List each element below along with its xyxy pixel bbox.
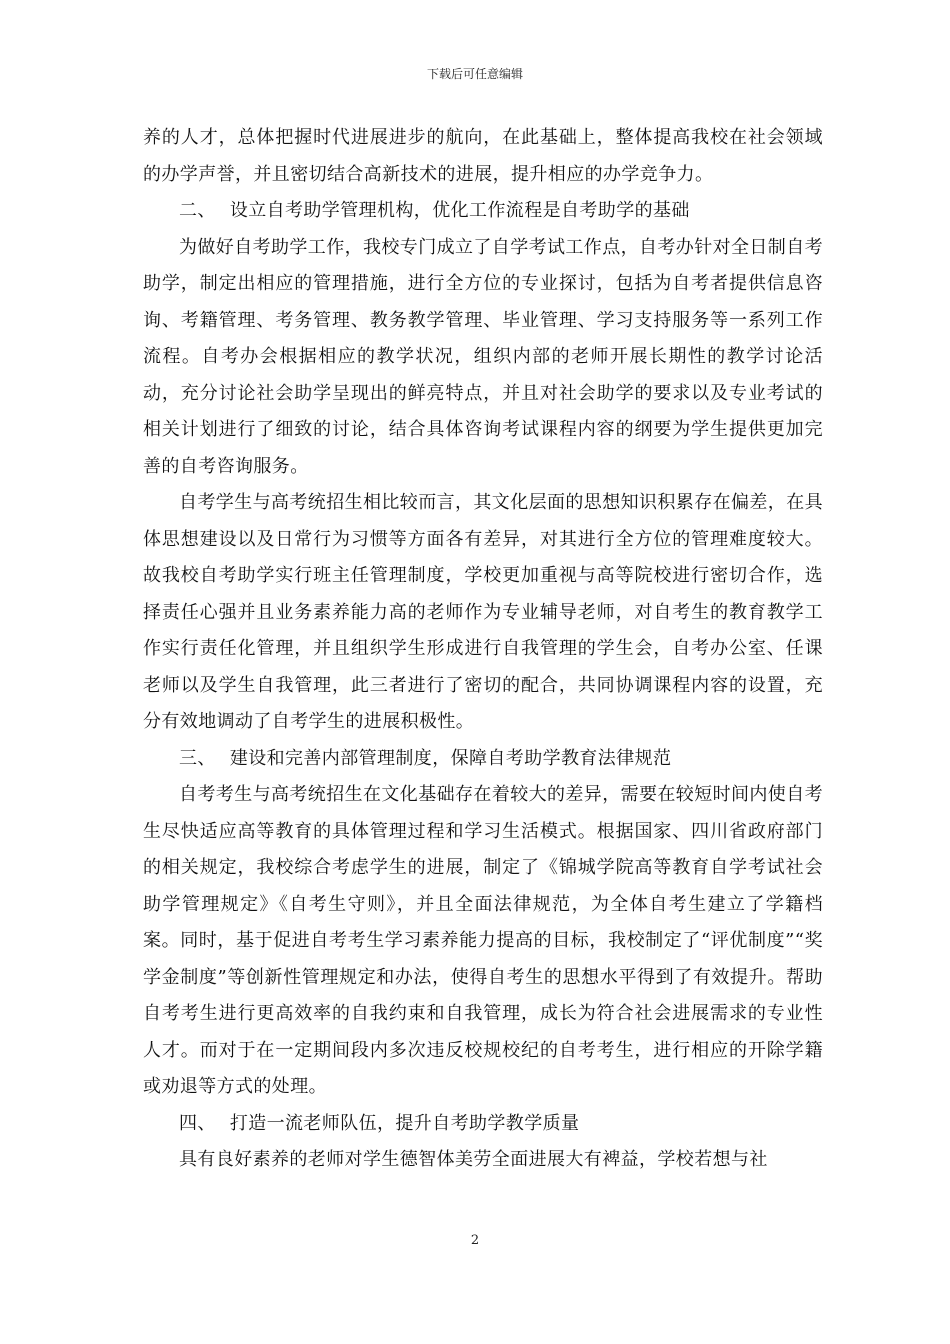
body-paragraph: 为做好自考助学工作，我校专门成立了自学考试工作点，自考办针对全日制自考助学，制定出相应的管理措施，进行全方位的专业探讨，包括为自考者提供信息咨询、考籍管理、考务管理、教务教学管理、毕业管理、学习支持服务等一系列工作流程。自考办会根据相应的教学状况，组织内部的老师开展长期性的教学讨论活动，充分讨论社会助学呈现出的鲜亮特点，并且对社会助学的要求以及专业考试的相关计划进行了细致的讨论，结合具体咨询考试课程内容的纲要为学生提供更加完善的自考咨询服务。 <box>143 236 823 477</box>
section-heading-3 <box>143 741 823 778</box>
section-heading-2 <box>143 193 823 230</box>
section-title: 设立自考助学管理机构，优化工作流程是自考助学的基础 <box>229 200 690 221</box>
section-number: 二、 <box>179 200 216 221</box>
section-heading-4 <box>143 1106 823 1143</box>
section-title: 建设和完善内部管理制度，保障自考助学教育法律规范 <box>229 747 672 769</box>
section-number: 三、 <box>179 747 216 769</box>
body-paragraph: 自考学生与高考统招生相比较而言，其文化层面的思想知识积累存在偏差，在具体思想建设以及日常行为习惯等方面各有差异，对其进行全方位的管理难度较大。故我校自考助学实行班主任管理制度，学校更加重视与高等院校进行密切合作，选择责任心强并且业务素养能力高的老师作为专业辅导老师，对自考生的教育教学工作实行责任化管理，并且组织学生形成进行自我管理的学生会，自考办公室、任课老师以及学生自我管理，此三者进行了密切的配合，共同协调课程内容的设置，充分有效地调动了自考学生的进展积极性。 <box>143 492 823 732</box>
paragraph-continuation: 养的人才，总体把握时代进展进步的航向，在此基础上，整体提高我校在社会领域的办学声誉，并且密切结合高新技术的进展，提升相应的办学竞争力。 <box>143 127 823 185</box>
section-title: 打造一流老师队伍，提升自考助学教学质量 <box>229 1112 580 1134</box>
body-paragraph: 具有良好素养的老师对学生德智体美劳全面进展大有裨益，学校若想与社 <box>179 1149 768 1170</box>
body-paragraph: 自考考生与高考统招生在文化基础存在着较大的差异，需要在较短时间内使自考生尽快适应高等教育的具体管理过程和学习生活模式。根据国家、四川省政府部门的相关规定，我校综合考虑学生的进展，制定了《锦城学院高等教育自学考试社会助学管理规定》《自考生守则》，并且全面法律规范，为全体自考生建立了学籍档案。同时，基于促进自考考生学习素养能力提高的目标，我校制定了“评优制度”“奖学金制度”等创新性管理规定和办法，使得自考生的思想水平得到了有效提升。帮助自考考生进行更高效率的自我约束和自我管理，成长为符合社会进展需求的专业性人才。而对于在一定期间段内多次违反校规校纪的自考考生，进行相应的开除学籍或劝退等方式的处理。 <box>143 784 823 1097</box>
page-header: 下载后可任意编辑 <box>426 67 523 81</box>
page-number: 2 <box>470 1233 480 1248</box>
section-number: 四、 <box>179 1112 216 1134</box>
document-body <box>143 120 823 1179</box>
